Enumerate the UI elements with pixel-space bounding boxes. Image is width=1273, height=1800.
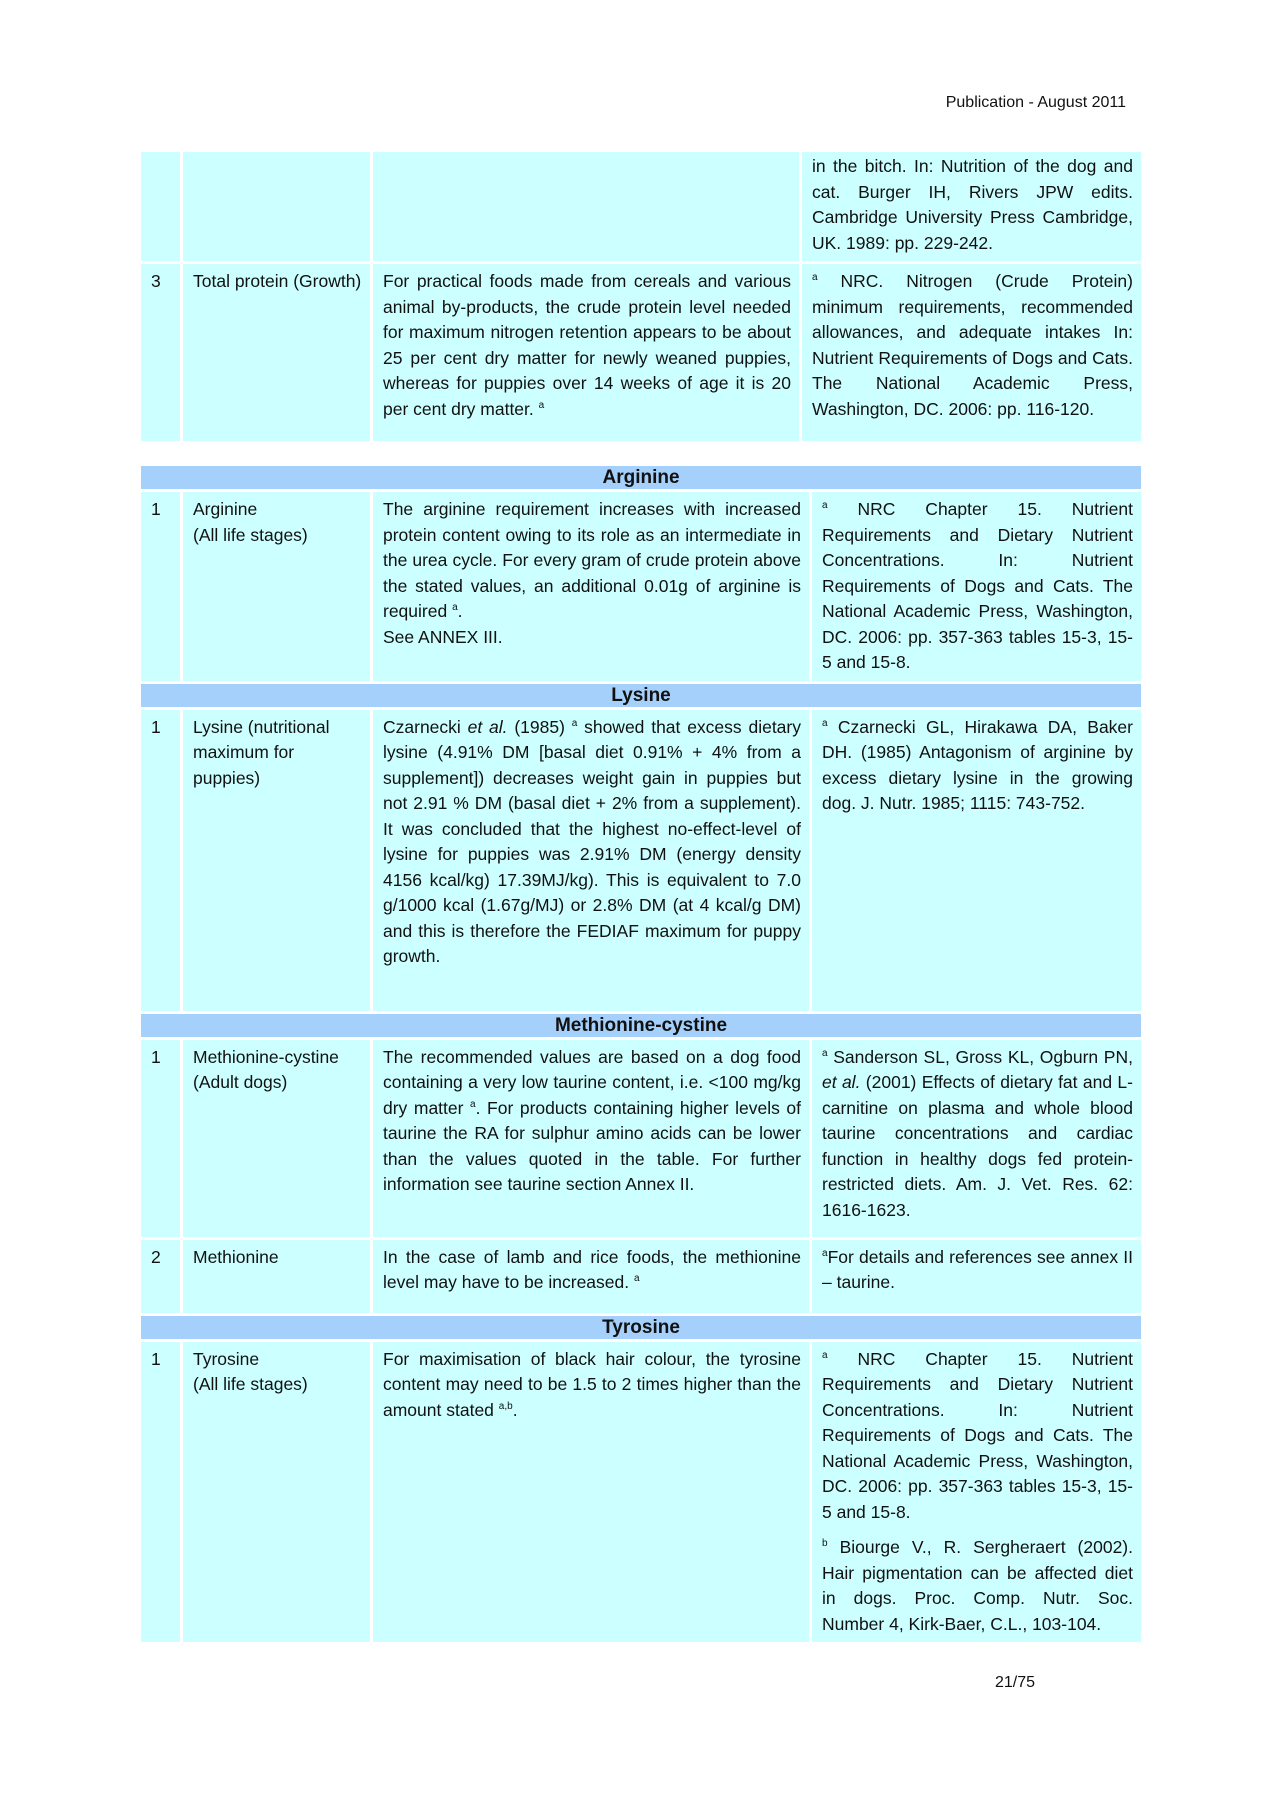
annex-link: See ANNEX III. xyxy=(383,626,503,647)
desc-text: For practical foods made from cereals and various animal by-products, the crude protein level needed for maximum nitrogen retention appears to be about 25 per cent dry matter for newly weaned puppies, whereas for puppies over 14 weeks of age it is 20 per cent dry matter. xyxy=(383,271,791,419)
row-number: 2 xyxy=(141,1237,183,1313)
section-title: Tyrosine xyxy=(141,1313,1141,1339)
table-row xyxy=(141,1237,1141,1313)
table-row xyxy=(141,489,1141,681)
nutrient-name xyxy=(183,1339,373,1643)
protein-table xyxy=(141,152,1141,441)
section-title: Lysine xyxy=(141,681,1141,707)
nutrient-name: Methionine xyxy=(183,1237,373,1313)
reference-b xyxy=(822,1535,1133,1637)
desc-etal: et al. xyxy=(467,716,508,737)
footnote-mark: a xyxy=(822,500,828,512)
name-text: Tyrosine xyxy=(193,1348,260,1369)
ref-text: Czarnecki GL, Hirakawa DA, Baker DH. (1985) Antagonism of arginine by excess dietary lysine in the growing dog. J. Nutr. 1985; 1115: 743-752. xyxy=(822,716,1133,813)
desc-text: . For products containing higher levels of taurine the RA for sulphur amino acids can be lower than the values quoted in the table. For further information see taurine section Annex II. xyxy=(383,1097,801,1194)
footnote-mark: a xyxy=(822,1047,828,1059)
cell-desc xyxy=(373,152,802,261)
footnote-mark: b xyxy=(822,1538,828,1550)
nutrient-description xyxy=(373,707,812,1011)
nutrient-reference xyxy=(812,1339,1141,1643)
reference-a xyxy=(822,1347,1133,1526)
table-row xyxy=(141,261,1141,441)
desc-text: For maximisation of black hair colour, the tyrosine content may need to be 1.5 to 2 times higher than the amount stated xyxy=(383,1348,801,1420)
nutrient-reference xyxy=(802,261,1141,441)
desc-text: The arginine requirement increases with increased protein content owing to its role as an intermediate in the urea cycle. For every gram of crude protein above the stated values, an additional 0.01g of arginine is required xyxy=(383,499,801,621)
footnote-mark: a xyxy=(571,717,578,729)
table-row xyxy=(141,152,1141,261)
nutrient-name: Lysine (nutritional maximum for puppies) xyxy=(183,707,373,1011)
ref-text: NRC Chapter 15. Nutrient Requirements and Dietary Nutrient Concentrations. In: Nutrient Requirements of Dogs and Cats. The National Academic Press, Washington, DC. 2006: pp. 357-363 tables 15-3, 15-5 and 15-8. xyxy=(822,499,1133,672)
cell-ref xyxy=(802,152,1141,261)
desc-text: The recommended values are based on a dog food containing a very low taurine content, i.e. <100 mg/kg dry matter xyxy=(383,1046,801,1118)
ref-text: NRC Chapter 15. Nutrient Requirements and Dietary Nutrient Concentrations. In: Nutrient Requirements of Dogs and Cats. The National Academic Press, Washington, DC. 2006: pp. 357-363 tables 15-3, 15-5 and 15-8. xyxy=(822,1348,1133,1522)
ref-continuation: in the bitch. In: Nutrition of the dog and cat. Burger IH, Rivers JPW edits. Cambridge University Press Cambridge, UK. 1989: pp. 229-242. xyxy=(812,156,1133,253)
footnote-mark: a xyxy=(812,272,818,284)
table-row xyxy=(141,707,1141,1011)
nutrient-reference xyxy=(812,1237,1141,1313)
footnote-mark: a xyxy=(822,1349,828,1361)
desc-text: showed that excess dietary lysine (4.91% DM [basal diet 0.91% + 4% from a supplement]) decreases weight gain in puppies but not 2.91 % DM (basal diet + 2% from a supplement). It was concluded that the highest no-effect-level of lysine for puppies was 2.91% DM (energy density 4156 kcal/kg) 17.39MJ/kg). This is equivalent to 7.0 g/1000 kcal (1.67g/MJ) or 2.8% DM (at 4 kcal/g DM) and this is therefore the FEDIAF maximum for puppy growth. xyxy=(383,716,801,966)
ref-text: (2001) Effects of dietary fat and L-carnitine on plasma and whole blood taurine concentrations and cardiac function in healthy dogs fed protein-restricted diets. Am. J. Vet. Res. 62: 1616-1623. xyxy=(822,1072,1133,1220)
nutrient-name: Methionine-cystine (Adult dogs) xyxy=(183,1037,373,1237)
desc-text: In the case of lamb and rice foods, the methionine level may have to be increased. xyxy=(383,1246,801,1292)
footnote-mark: a xyxy=(822,1247,828,1259)
row-number: 1 xyxy=(141,1339,183,1643)
row-number: 1 xyxy=(141,707,183,1011)
section-title: Methionine-cystine xyxy=(141,1011,1141,1037)
ref-etal: et al. xyxy=(822,1072,861,1092)
ref-text: Sanderson SL, Gross KL, Ogburn PN, xyxy=(833,1046,1133,1067)
footnote-mark: a xyxy=(822,717,828,729)
section-title: Arginine xyxy=(141,466,1141,489)
table-row xyxy=(141,1339,1141,1643)
section-header-methionine xyxy=(141,1011,1141,1037)
nutrient-reference xyxy=(812,489,1141,681)
cell-no xyxy=(141,152,183,261)
table-row xyxy=(141,1037,1141,1237)
footnote-mark: a xyxy=(452,602,458,614)
nutrient-name xyxy=(183,489,373,681)
publication-date: Publication - August 2011 xyxy=(945,94,1126,111)
row-number: 3 xyxy=(141,261,183,441)
nutrient-description xyxy=(373,261,802,441)
footnote-mark: a,b xyxy=(498,1400,513,1412)
row-number: 1 xyxy=(141,489,183,681)
amino-acid-table xyxy=(141,466,1141,1642)
nutrient-description xyxy=(373,1237,812,1313)
desc-end: . xyxy=(457,601,463,621)
section-header-arginine xyxy=(141,466,1141,489)
section-header-lysine xyxy=(141,681,1141,707)
name-text: Arginine xyxy=(193,499,258,519)
section-header-tyrosine xyxy=(141,1313,1141,1339)
life-stage: (All life stages) xyxy=(193,524,308,545)
footnote-mark: a xyxy=(470,1098,476,1110)
nutrient-name: Total protein (Growth) xyxy=(183,261,373,441)
life-stage: (All life stages) xyxy=(193,1374,308,1394)
ref-text: Biourge V., R. Sergheraert (2002). Hair pigmentation can be affected diet in dogs. Proc. Comp. Nutr. Soc. Number 4, Kirk-Baer, C.L., 103-104. xyxy=(822,1537,1133,1634)
nutrient-description xyxy=(373,489,812,681)
footnote-mark: a xyxy=(538,399,545,411)
page-number: 21/75 xyxy=(995,1674,1036,1691)
cell-name xyxy=(183,152,373,261)
desc-author: Czarnecki xyxy=(383,716,461,737)
nutrient-description xyxy=(373,1339,812,1643)
nutrient-reference xyxy=(812,707,1141,1011)
nutrient-reference xyxy=(812,1037,1141,1237)
footnote-mark: a xyxy=(634,1273,640,1285)
row-number: 1 xyxy=(141,1037,183,1237)
ref-text: For details and references see annex II – taurine. xyxy=(822,1246,1133,1292)
desc-year: (1985) xyxy=(514,716,565,737)
nutrient-description xyxy=(373,1037,812,1237)
ref-text: NRC. Nitrogen (Crude Protein) minimum requirements, recommended allowances, and adequate intakes In: Nutrient Requirements of Dogs and Cats. The National Academic Press, Washington, DC. 2006: pp. 116-120. xyxy=(812,271,1133,419)
desc-end: . xyxy=(512,1399,518,1420)
